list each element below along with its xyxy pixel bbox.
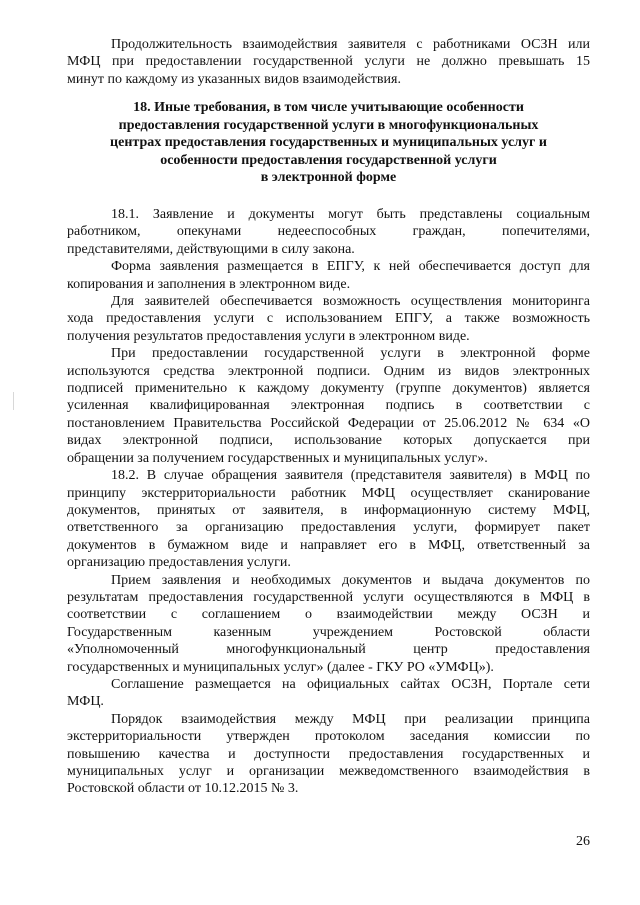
text-line: Порядок взаимодействия между МФЦ при реализации принципа	[111, 711, 590, 727]
page-number: 26	[576, 834, 590, 849]
text-line: Соглашение размещается на официальных сайтах ОСЗН, Портале сети	[111, 676, 590, 692]
scan-mark	[13, 392, 14, 410]
text-line: МФЦ.	[67, 694, 104, 710]
text-line: представителями, действующими в силу закона.	[67, 241, 355, 257]
section-heading	[67, 99, 590, 187]
text-line: используются средства электронной подписи. Одним из видов электронных	[67, 363, 590, 379]
text-line: результатам предоставления государственной услуги осуществляются в МФЦ в	[67, 589, 590, 605]
text-line: Для заявителей обеспечивается возможность осуществления мониторинга	[111, 294, 590, 310]
text-line: «Уполномоченный многофункциональный центр предоставления	[67, 642, 590, 658]
text-line: Форма заявления размещается в ЕПГУ, к ней обеспечивается доступ для	[111, 259, 590, 275]
heading-line: предоставления государственной услуги в многофункциональных	[118, 117, 539, 133]
text-line: работником, опекунами недееспособных граждан, попечителями,	[67, 224, 590, 240]
text-line: видах электронной подписи, использование которых допускается при	[67, 433, 590, 449]
intro-paragraph	[67, 36, 590, 88]
text-line: получения результатов предоставления услуги в электронном виде.	[67, 328, 470, 344]
text-line: 18.2. В случае обращения заявителя (представителя заявителя) в МФЦ по	[111, 468, 590, 484]
heading-line: 18. Иные требования, в том числе учитывающие особенности	[133, 100, 524, 115]
text-line: повышению качества и доступности предоставления государственных и	[67, 746, 590, 762]
text-line: экстерриториальности утвержден протоколом заседания комиссии по	[67, 729, 590, 745]
text-line: Прием заявления и необходимых документов и выдача документов по	[111, 572, 590, 588]
text-line: государственных и муниципальных услуг» (далее - ГКУ РО «УМФЦ»).	[67, 659, 494, 675]
text-line: ответственного за организацию предоставления услуги, формирует пакет	[67, 520, 590, 536]
body-text	[67, 206, 590, 798]
text-line: документов в бумажном виде и направляет его в МФЦ, ответственный за	[67, 537, 590, 553]
text-line: организацию предоставления услуги.	[67, 555, 291, 571]
heading-line: центрах предоставления государственных и муниципальных услуг и	[110, 135, 547, 151]
text-line: муниципальных услуг и организации межведомственного взаимодействия в	[67, 764, 590, 779]
heading-line: особенности предоставления государственной услуги	[160, 152, 497, 168]
text-line: При предоставлении государственной услуги в электронной форме	[111, 346, 590, 362]
text-line: Государственным казенным учреждением Ростовской области	[67, 624, 590, 640]
text-line: 18.1. Заявление и документы могут быть представлены социальным	[111, 207, 590, 222]
heading-line: в электронной форме	[260, 170, 397, 186]
text-line: подписей применительно к каждому документу (группе документов) является	[67, 381, 590, 397]
text-line: постановлением Правительства Российской Федерации от 25.06.2012 № 634 «О	[67, 415, 590, 431]
text-line: обращении за получением государственных и муниципальных услуг».	[67, 450, 488, 466]
text-line: минут по каждому из указанных видов взаимодействия.	[67, 71, 401, 87]
text-line: соответствии с соглашением о взаимодействии между ОСЗН и	[67, 607, 590, 623]
text-line: копирования и заполнения в электронном виде.	[67, 276, 351, 292]
text-line: Ростовской области от 10.12.2015 № 3.	[67, 781, 299, 797]
text-line: усиленная квалифицированная электронная подпись в соответствии с	[67, 398, 590, 414]
text-line: МФЦ при предоставлении государственной услуги не должно превышать 15	[67, 54, 590, 70]
text-line: документов, принятых от заявителя, в информационную систему МФЦ,	[67, 502, 590, 518]
text-line: Продолжительность взаимодействия заявителя с работниками ОСЗН или	[111, 37, 590, 52]
text-line: принципу экстерриториальности работник МФЦ осуществляет сканирование	[67, 485, 590, 501]
text-line: хода предоставления услуги с использованием ЕПГУ, а также возможность	[67, 311, 590, 327]
